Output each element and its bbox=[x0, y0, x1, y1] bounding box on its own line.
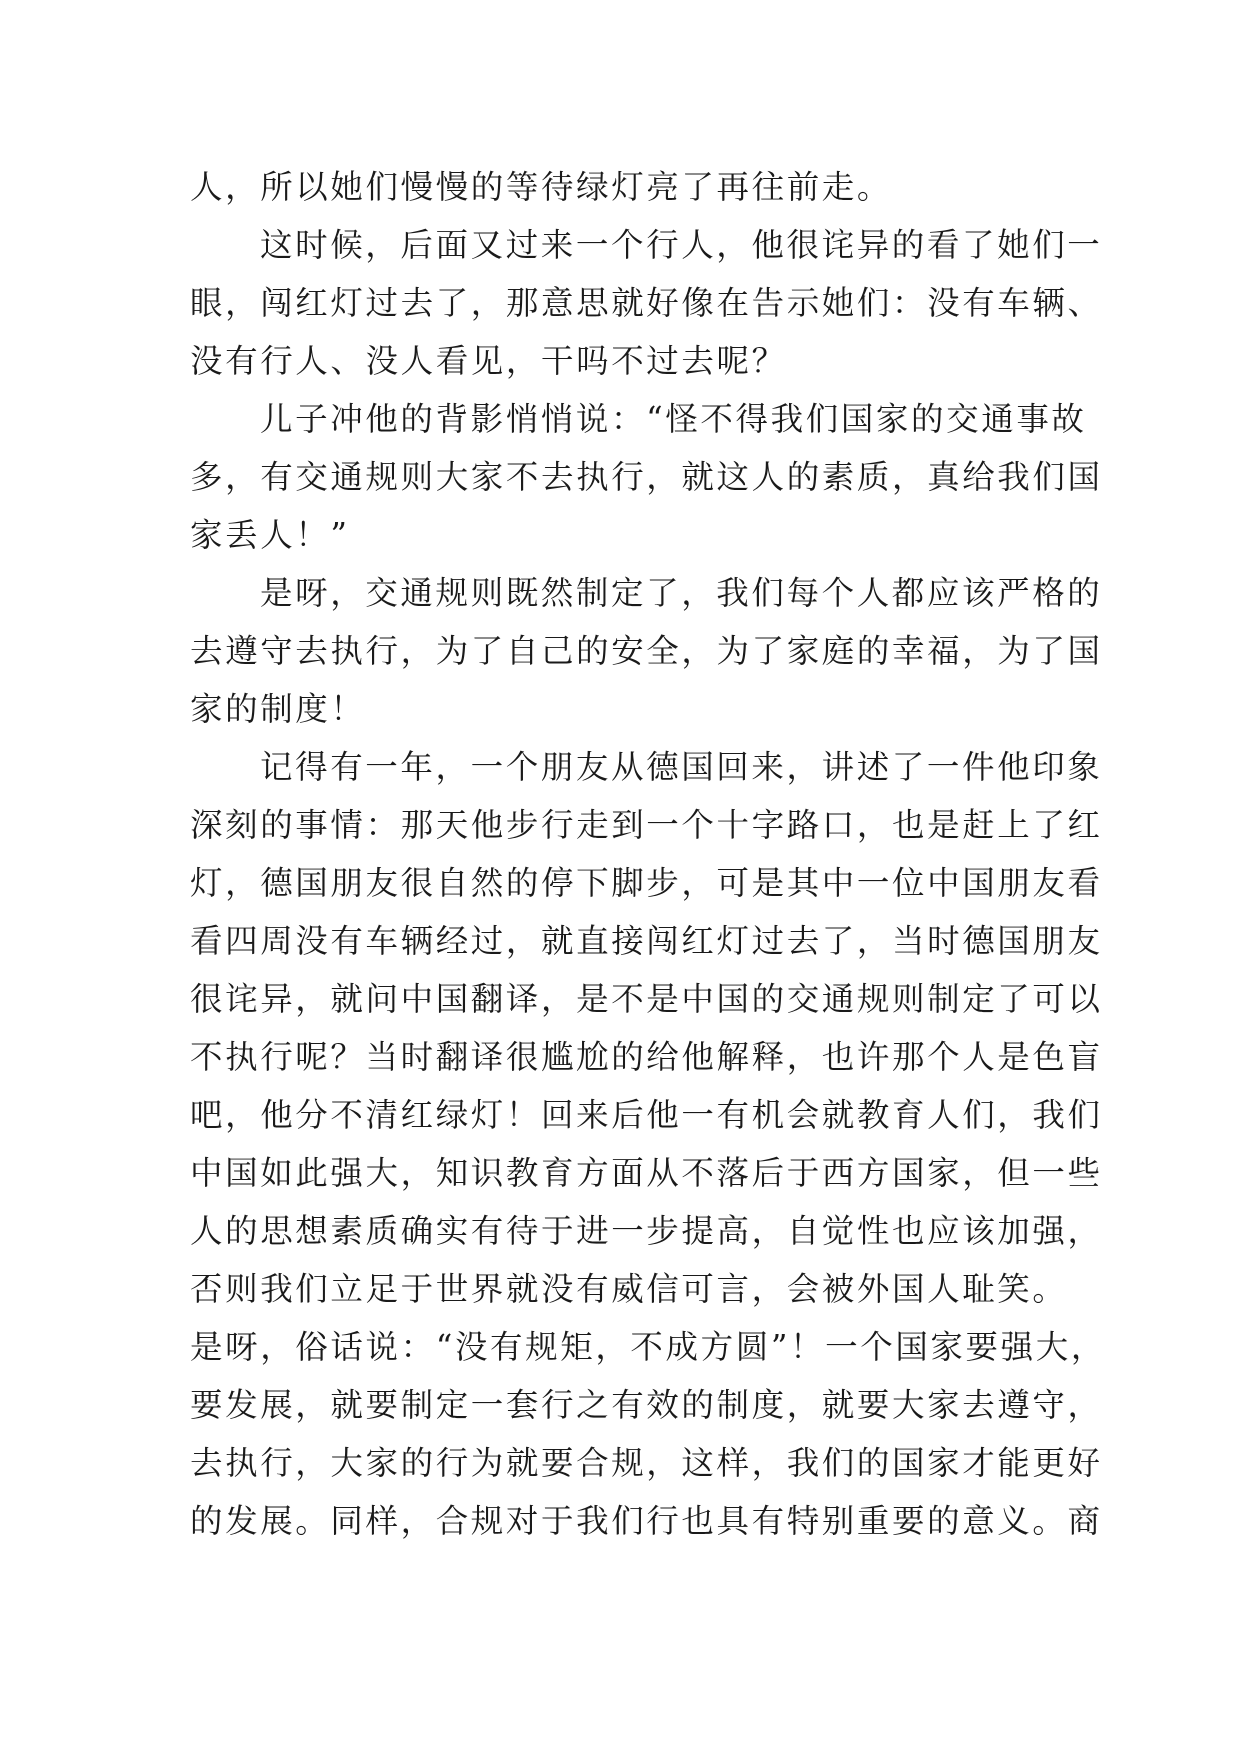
body-text bbox=[190, 158, 1106, 1550]
text-line: 深刻的事情：那天他步行走到一个十字路口，也是赶上了红 bbox=[190, 806, 1103, 844]
text-line: 的发展。同样，合规对于我们行也具有特别重要的意义。商 bbox=[190, 1502, 1103, 1540]
paragraph-first-line: 儿子冲他的背影悄悄说：“怪不得我们国家的交通事故 bbox=[260, 400, 1087, 438]
text-line: 去遵守去执行，为了自己的安全，为了家庭的幸福，为了国 bbox=[190, 632, 1103, 670]
text-line: 人，所以她们慢慢的等待绿灯亮了再往前走。 bbox=[190, 168, 893, 206]
paragraph-first-line: 这时候，后面又过来一个行人，他很诧异的看了她们一 bbox=[260, 226, 1103, 264]
text-line: 没有行人、没人看见，干吗不过去呢？ bbox=[190, 342, 787, 380]
text-line: 中国如此强大，知识教育方面从不落后于西方国家，但一些 bbox=[190, 1154, 1103, 1192]
text-line: 吧，他分不清红绿灯！回来后他一有机会就教育人们，我们 bbox=[190, 1096, 1103, 1134]
paragraph-first-line: 是呀，交通规则既然制定了，我们每个人都应该严格的 bbox=[260, 574, 1103, 612]
text-line: 眼，闯红灯过去了，那意思就好像在告示她们：没有车辆、 bbox=[190, 284, 1103, 322]
text-line: 很诧异，就问中国翻译，是不是中国的交通规则制定了可以 bbox=[190, 980, 1103, 1018]
text-line: 灯，德国朋友很自然的停下脚步，可是其中一位中国朋友看 bbox=[190, 864, 1103, 902]
text-line: 家丢人！” bbox=[190, 516, 350, 554]
text-line: 人的思想素质确实有待于进一步提高，自觉性也应该加强， bbox=[190, 1212, 1103, 1250]
text-line: 看四周没有车辆经过，就直接闯红灯过去了，当时德国朋友 bbox=[190, 922, 1103, 960]
text-line: 是呀，俗话说：“没有规矩，不成方圆”！一个国家要强大， bbox=[190, 1328, 1106, 1366]
paragraph-first-line: 记得有一年，一个朋友从德国回来，讲述了一件他印象 bbox=[260, 748, 1103, 786]
text-line: 多，有交通规则大家不去执行，就这人的素质，真给我们国 bbox=[190, 458, 1103, 496]
text-line: 家的制度！ bbox=[190, 690, 366, 728]
text-line: 不执行呢？当时翻译很尴尬的给他解释，也许那个人是色盲 bbox=[190, 1038, 1103, 1076]
text-line: 去执行，大家的行为就要合规，这样，我们的国家才能更好 bbox=[190, 1444, 1103, 1482]
text-line: 否则我们立足于世界就没有威信可言，会被外国人耻笑。 bbox=[190, 1270, 1068, 1308]
text-line: 要发展，就要制定一套行之有效的制度，就要大家去遵守， bbox=[190, 1386, 1103, 1424]
